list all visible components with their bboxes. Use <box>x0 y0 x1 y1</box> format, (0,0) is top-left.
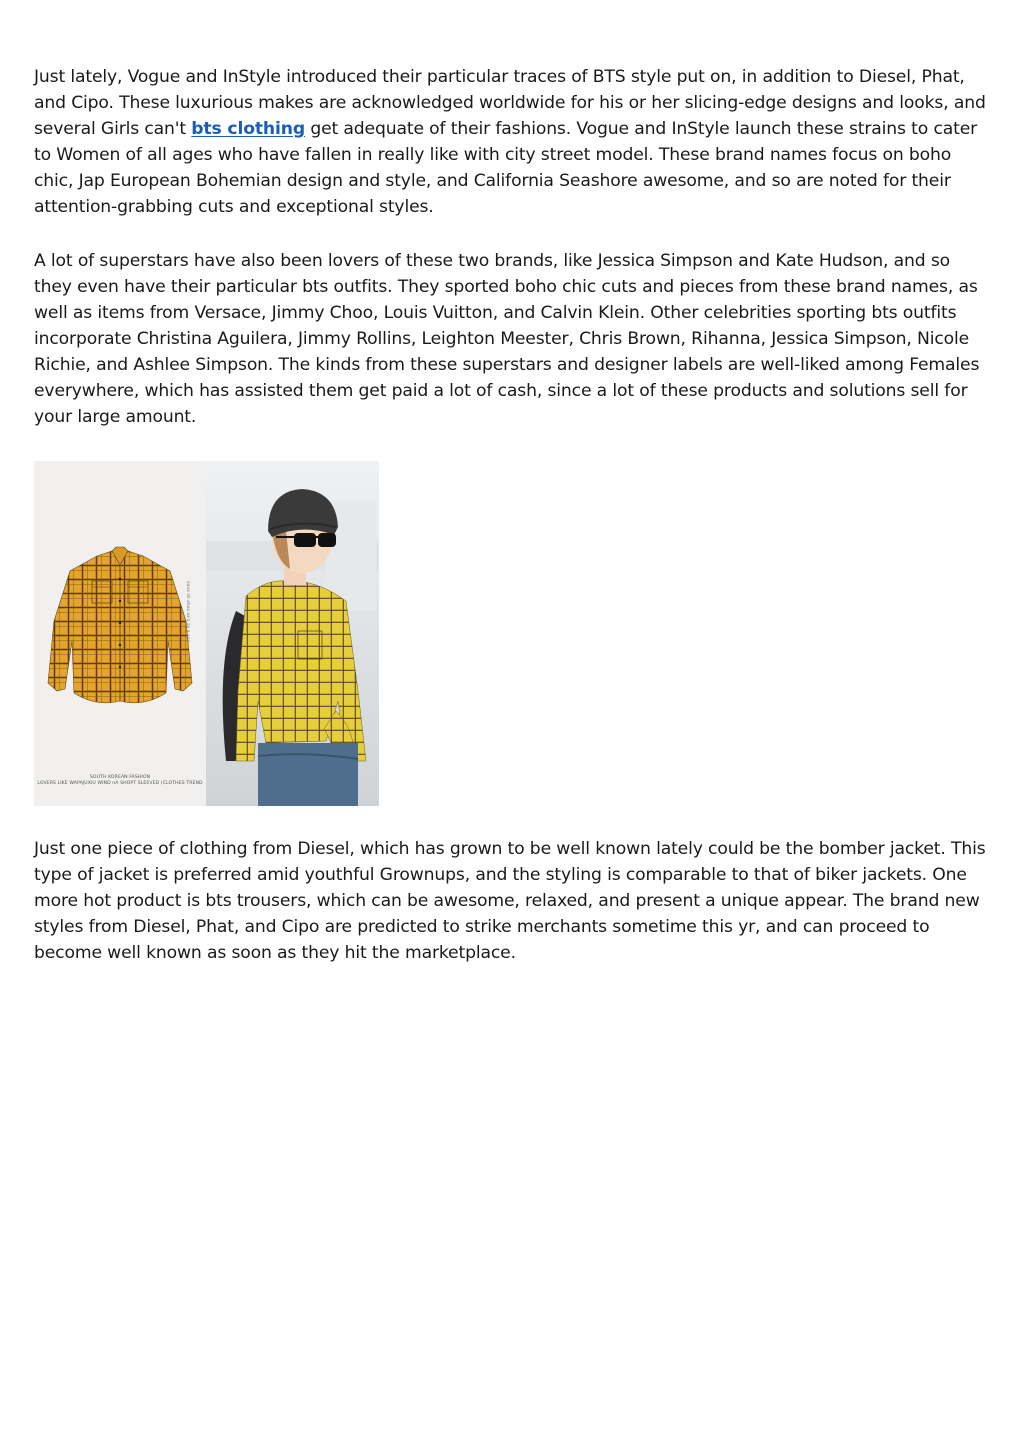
plaid-shirt-product-panel <box>34 461 206 806</box>
plaid-shirt-illustration <box>34 461 206 806</box>
fashion-photo <box>34 461 379 806</box>
model-illustration <box>206 461 379 806</box>
document-page <box>34 64 992 966</box>
figure-vertical-caption: aaaa ah ahaa aa'a aa a aaa <box>185 581 190 642</box>
paragraph-2: A lot of superstars have also been lovers of these two brands, like Jessica Simpson and Kate Hudson, and so they even have their particular bts outfits. They sported boho chic cuts and pieces from these brand names, as well as items from Versace, Jimmy Choo, Louis Vuitton, and Calvin Klein. Other celebrities sporting bts outfits incorporate Christina Aguilera, Jimmy Rollins, Leighton Meester, Chris Brown, Rihanna, Jessica Simpson, Nicole Richie, and Ashlee Simpson. The kinds from these superstars and designer labels are well-liked among Females everywhere, which has assisted them get paid a lot of cash, since a lot of these products and solutions sell for your large amount. <box>34 251 980 427</box>
paragraph-1 <box>34 64 992 220</box>
bts-clothing-link[interactable]: bts clothing <box>191 119 305 139</box>
paragraph-1-lead: Just lately, Vogue and InStyle introduced their particular traces of BTS style put on, in addition to Diesel, Phat, and Cipo. These luxurious makes are acknowledged worldwide for his or her slicing-edge designs and looks, and several Girls can't <box>34 67 986 139</box>
paragraph-1-tail: get adequate of their fashions. Vogue and InStyle launch these strains to cater to Women of all ages who have fallen in really like with city street model. These brand names focus on boho chic, Jap European Bohemian design and style, and California Seashore awesome, and so are noted for their attention-grabbing cuts and exceptional styles. <box>34 119 978 217</box>
paragraph-3: Just one piece of clothing from Diesel, which has grown to be well known lately could be the bomber jacket. This type of jacket is preferred amid youthful Grownups, and the styling is comparable to that of biker jackets. One more hot product is bts trousers, which can be awesome, relaxed, and present a unique appear. The brand new styles from Diesel, Phat, and Cipo are predicted to strike merchants sometime this yr, and can proceed to become well known as soon as they hit the marketplace. <box>34 839 986 963</box>
model-photo-panel <box>206 461 379 806</box>
figure-caption-line-2: LOVERS LIKE WAPAJUXIU WIND nA SHOPT SLEEVED (CLOTHES TREND <box>37 781 203 786</box>
figure-caption-line-1: SOUTH KOREAN FASHION <box>89 775 151 780</box>
